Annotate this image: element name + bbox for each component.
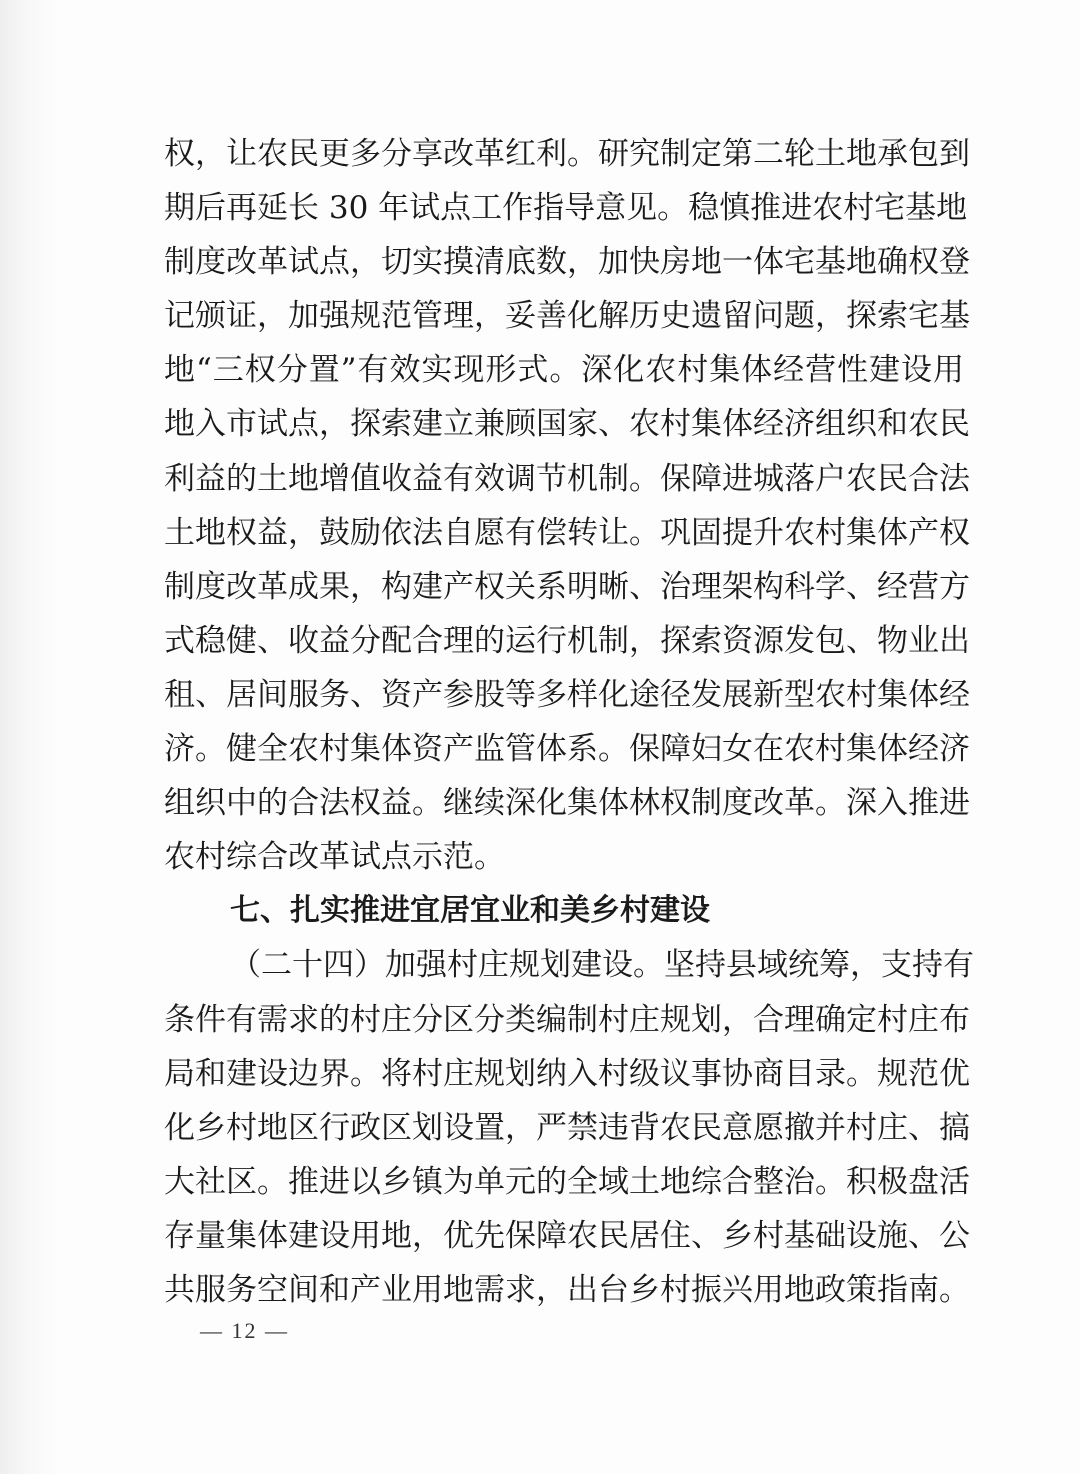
paragraph-line: 租、居间服务、资产参股等多样化途径发展新型农村集体经 <box>164 676 970 713</box>
paragraph-line: 权，让农民更多分享改革红利。研究制定第二轮土地承包到 <box>164 136 970 172</box>
section-paragraph-line: 条件有需求的村庄分区分类编制村庄规划，合理确定村庄布 <box>164 1001 970 1038</box>
paragraph-line: 制度改革试点，切实摸清底数，加快房地一体宅基地确权登 <box>164 244 970 281</box>
paragraph-line: 期后再延长 30 年试点工作指导意见。稳慎推进农村宅基地 <box>164 190 968 227</box>
paragraph-line: 地“三权分置”有效实现形式。深化农村集体经营性建设用 <box>164 352 964 389</box>
section-paragraph-line: 共服务空间和产业用地需求，出台乡村振兴用地政策指南。 <box>164 1271 970 1308</box>
paragraph-line: 利益的土地增值收益有效调节机制。保障进城落户农民合法 <box>164 460 970 497</box>
paragraph-line: 地入市试点，探索建立兼顾国家、农村集体经济组织和农民 <box>164 406 970 443</box>
paragraph-line: 土地权益，鼓励依法自愿有偿转让。巩固提升农村集体产权 <box>164 514 970 551</box>
paragraph-line: 制度改革成果，构建产权关系明晰、治理架构科学、经营方 <box>164 568 970 605</box>
page-number: — 12 — <box>200 1318 289 1343</box>
document-body <box>164 127 974 1317</box>
section-paragraph-line: 存量集体建设用地，优先保障农民居住、乡村基础设施、公 <box>164 1217 970 1254</box>
paragraph-line: 式稳健、收益分配合理的运行机制，探索资源发包、物业出 <box>164 622 970 659</box>
section-paragraph-line: 局和建设边界。将村庄规划纳入村级议事协商目录。规范优 <box>164 1055 970 1092</box>
section-paragraph-line: （二十四）加强村庄规划建设。坚持县域统筹，支持有 <box>230 947 974 984</box>
paragraph-line: 济。健全农村集体资产监管体系。保障妇女在农村集体经济 <box>164 731 970 768</box>
section-paragraph-line: 大社区。推进以乡镇为单元的全域土地综合整治。积极盘活 <box>164 1163 970 1200</box>
paragraph-line: 记颁证，加强规范管理，妥善化解历史遗留问题，探索宅基 <box>164 298 970 335</box>
paragraph-line: 组织中的合法权益。继续深化集体林权制度改革。深入推进 <box>164 785 970 822</box>
section-paragraph-line: 化乡村地区行政区划设置，严禁违背农民意愿撤并村庄、搞 <box>164 1109 970 1146</box>
paragraph-line: 农村综合改革试点示范。 <box>164 839 505 876</box>
scan-shadow <box>0 0 60 1474</box>
section-heading: 七、扎实推进宜居宜业和美乡村建设 <box>230 893 710 929</box>
